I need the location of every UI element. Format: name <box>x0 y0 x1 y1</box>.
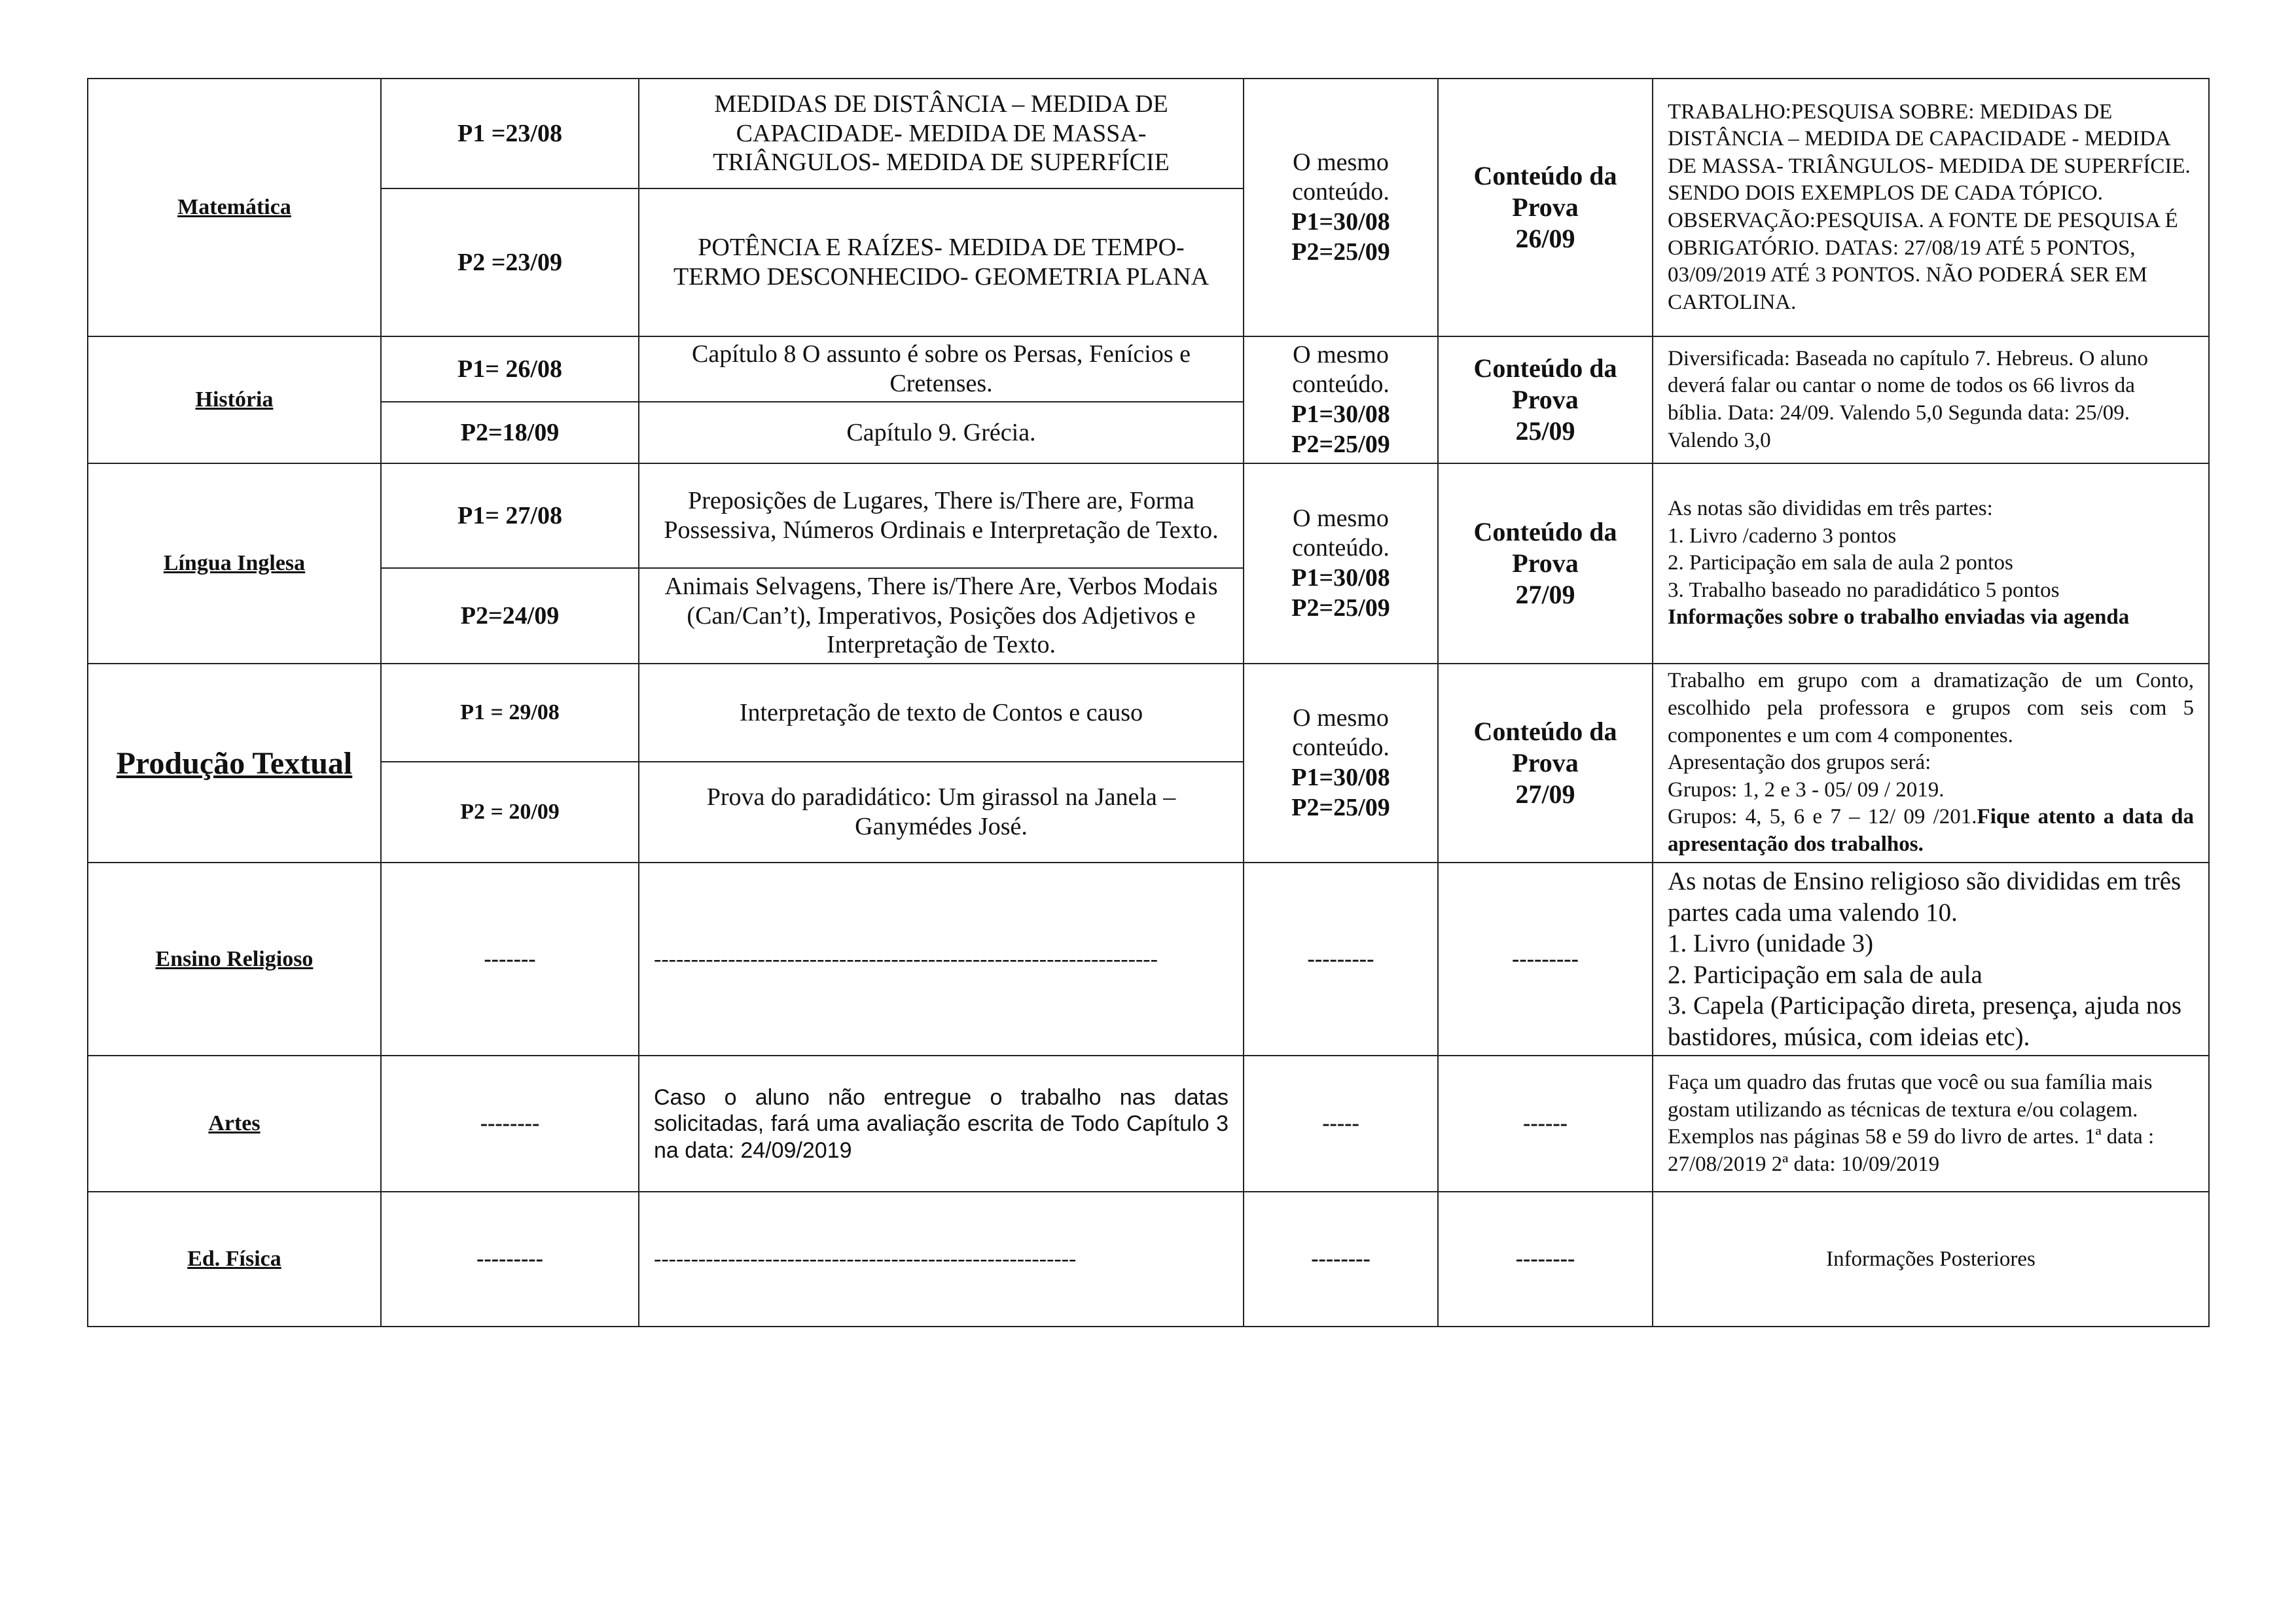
exam-cell <box>1438 463 1653 664</box>
subject-cell: Ensino Religioso <box>88 863 381 1056</box>
notes-line <box>1668 804 2194 858</box>
exam-date: 27/09 <box>1515 580 1575 609</box>
recovery-line1: O mesmo <box>1293 148 1389 176</box>
recovery-cell <box>1244 336 1438 463</box>
content-cell: -------------------------------------------------------------------- <box>639 863 1244 1056</box>
recovery-p1: P1=30/08 <box>1291 401 1390 428</box>
table-row <box>88 336 2209 402</box>
exam-line1: Conteúdo da <box>1473 161 1617 190</box>
exam-line2: Prova <box>1512 548 1579 578</box>
subject-cell: Produção Textual <box>88 664 381 863</box>
p1-date-cell: P1 = 29/08 <box>381 664 639 762</box>
table-row <box>88 863 2209 1056</box>
subject-cell: Artes <box>88 1056 381 1192</box>
p2-date-cell: P2 = 20/09 <box>381 762 639 863</box>
notes-line: Apresentação dos grupos será: <box>1668 751 1931 775</box>
content-cell: --------------------------------------------------------- <box>639 1192 1244 1327</box>
p-cell: ------- <box>381 863 639 1056</box>
content-cell: Caso o aluno não entregue o trabalho nas datas solicitadas, fará uma avaliação escrita de Todo Capítulo 3 na data: 24/09/2019 <box>639 1056 1244 1192</box>
exam-line1: Conteúdo da <box>1473 353 1617 383</box>
recovery-cell <box>1244 664 1438 863</box>
recovery-line2: conteúdo. <box>1292 178 1390 206</box>
notes-line: 1. Livro (unidade 3) <box>1668 929 1874 958</box>
p1-content-cell: Interpretação de texto de Contos e causo <box>639 664 1244 762</box>
p-cell: --------- <box>381 1192 639 1327</box>
notes-bold-text: Fique atento a data da apresentação dos trabalhos. <box>1668 805 2194 856</box>
recovery-p1: P1=30/08 <box>1291 764 1390 791</box>
recovery-line1: O mesmo <box>1293 340 1389 368</box>
notes-cell <box>1653 863 2209 1056</box>
notes-cell: Diversificada: Baseada no capítulo 7. Hebreus. O aluno deverá falar ou cantar o nome de todos os 66 livros da bíblia. Data: 24/09. Valendo 5,0 Segunda data: 25/09. Valendo 3,0 <box>1653 336 2209 463</box>
table-row <box>88 1192 2209 1327</box>
table-row <box>88 79 2209 188</box>
notes-cell: Faça um quadro das frutas que você ou sua família mais gostam utilizando as técnicas de textura e/ou colagem. Exemplos nas páginas 58 e 59 do livro de artes. 1ª data : 27/08/2019 2ª data: 10/09/2019 <box>1653 1056 2209 1192</box>
recovery-p2: P2=25/09 <box>1291 238 1390 266</box>
p2-content-cell: Animais Selvagens, There is/There Are, Verbos Modais (Can/Can’t), Imperativos, Posições dos Adjetivos e Interpretação de Texto. <box>639 568 1244 664</box>
p2-content-cell: Prova do paradidático: Um girassol na Janela – Ganymédes José. <box>639 762 1244 863</box>
table-row <box>88 664 2209 762</box>
notes-line: 2. Participação em sala de aula <box>1668 960 1982 989</box>
exam-cell: ------ <box>1438 1056 1653 1192</box>
recovery-p1: P1=30/08 <box>1291 208 1390 236</box>
exam-line1: Conteúdo da <box>1473 717 1617 746</box>
table-row <box>88 463 2209 568</box>
notes-cell: Informações Posteriores <box>1653 1192 2209 1327</box>
exam-date: 25/09 <box>1515 416 1575 446</box>
recovery-line1: O mesmo <box>1293 704 1389 732</box>
recovery-cell: --------- <box>1244 863 1438 1056</box>
subject-cell: Língua Inglesa <box>88 463 381 664</box>
recovery-line2: conteúdo. <box>1292 534 1390 562</box>
recovery-p1: P1=30/08 <box>1291 564 1390 592</box>
p2-date-cell: P2=24/09 <box>381 568 639 664</box>
notes-cell <box>1653 463 2209 664</box>
p1-date-cell: P1= 26/08 <box>381 336 639 402</box>
p1-content-cell: Capítulo 8 O assunto é sobre os Persas, Fenícios e Cretenses. <box>639 336 1244 402</box>
notes-line: 2. Participação em sala de aula 2 pontos <box>1668 551 2013 575</box>
notes-line: 1. Livro /caderno 3 pontos <box>1668 524 1897 548</box>
recovery-cell <box>1244 79 1438 336</box>
p1-content-cell: MEDIDAS DE DISTÂNCIA – MEDIDA DE CAPACIDADE- MEDIDA DE MASSA- TRIÂNGULOS- MEDIDA DE SUPERFÍCIE <box>639 79 1244 188</box>
notes-line: As notas de Ensino religioso são divididas em três partes cada uma valendo 10. <box>1668 867 2181 927</box>
recovery-p2: P2=25/09 <box>1291 430 1390 458</box>
notes-line: Grupos: 1, 2 e 3 - 05/ 09 / 2019. <box>1668 777 1945 802</box>
subject-cell: Ed. Física <box>88 1192 381 1327</box>
p2-date-cell: P2 =23/09 <box>381 188 639 336</box>
p2-content-cell: Capítulo 9. Grécia. <box>639 402 1244 463</box>
exam-date: 26/09 <box>1515 224 1575 253</box>
notes-line: 3. Capela (Participação direta, presença, ajuda nos bastidores, música, com ideias etc). <box>1668 991 2182 1051</box>
assessment-schedule-table <box>87 78 2210 1327</box>
exam-cell: -------- <box>1438 1192 1653 1327</box>
recovery-line1: O mesmo <box>1293 504 1389 532</box>
exam-line2: Prova <box>1512 748 1579 777</box>
notes-cell: TRABALHO:PESQUISA SOBRE: MEDIDAS DE DISTÂNCIA – MEDIDA DE CAPACIDADE - MEDIDA DE MASSA- TRIÂNGULOS- MEDIDA DE SUPERFÍCIE. SENDO DOIS EXEMPLOS DE CADA TÓPICO. OBSERVAÇÃO:PESQUISA. A FONTE DE PESQUISA É OBRIGATÓRIO. DATAS: 27/08/19 ATÉ 5 PONTOS, 03/09/2019 ATÉ 3 PONTOS. NÃO PODERÁ SER EM CARTOLINA. <box>1653 79 2209 336</box>
exam-date: 27/09 <box>1515 779 1575 809</box>
recovery-cell: ----- <box>1244 1056 1438 1192</box>
notes-cell <box>1653 664 2209 863</box>
recovery-cell: -------- <box>1244 1192 1438 1327</box>
p2-content-cell: POTÊNCIA E RAÍZES- MEDIDA DE TEMPO- TERMO DESCONHECIDO- GEOMETRIA PLANA <box>639 188 1244 336</box>
notes-line: As notas são divididas em três partes: <box>1668 497 1993 521</box>
exam-line2: Prova <box>1512 192 1579 222</box>
p2-date-cell: P2=18/09 <box>381 402 639 463</box>
exam-cell <box>1438 664 1653 863</box>
exam-cell <box>1438 336 1653 463</box>
subject-cell: Matemática <box>88 79 381 336</box>
exam-cell <box>1438 79 1653 336</box>
exam-cell: --------- <box>1438 863 1653 1056</box>
exam-line2: Prova <box>1512 385 1579 414</box>
notes-line: 3. Trabalho baseado no paradidático 5 pontos <box>1668 578 2060 602</box>
table-row <box>88 1056 2209 1192</box>
p1-content-cell: Preposições de Lugares, There is/There are, Forma Possessiva, Números Ordinais e Interpretação de Texto. <box>639 463 1244 568</box>
p1-date-cell: P1= 27/08 <box>381 463 639 568</box>
notes-bold-line: Informações sobre o trabalho enviadas via agenda <box>1668 605 2130 630</box>
exam-line1: Conteúdo da <box>1473 517 1617 546</box>
p1-date-cell: P1 =23/08 <box>381 79 639 188</box>
recovery-line2: conteúdo. <box>1292 370 1390 399</box>
notes-text: Grupos: 4, 5, 6 e 7 – 12/ 09 /201. <box>1668 805 1977 829</box>
recovery-p2: P2=25/09 <box>1291 594 1390 622</box>
recovery-line2: conteúdo. <box>1292 734 1390 762</box>
subject-cell: História <box>88 336 381 463</box>
p-cell: -------- <box>381 1056 639 1192</box>
recovery-p2: P2=25/09 <box>1291 793 1390 821</box>
notes-line: Trabalho em grupo com a dramatização de um Conto, escolhido pela professora e grupos com seis com 5 componentes e um com 4 componentes. <box>1668 669 2194 747</box>
recovery-cell <box>1244 463 1438 664</box>
